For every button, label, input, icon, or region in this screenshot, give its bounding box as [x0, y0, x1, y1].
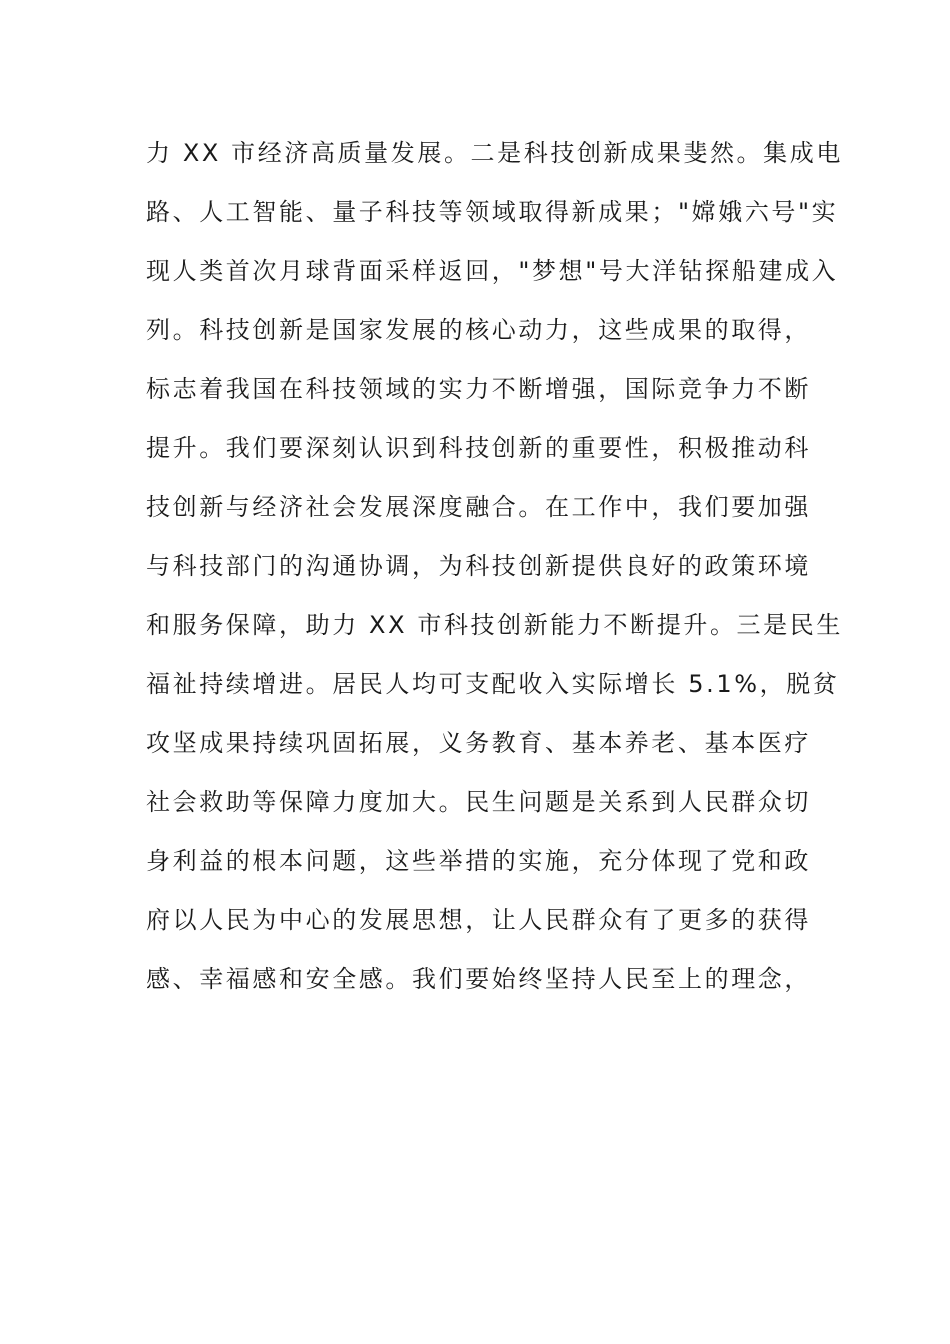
- text-line: 感、幸福感和安全感。我们要始终坚持人民至上的理念，: [146, 965, 811, 993]
- text-line: 技创新与经济社会发展深度融合。在工作中，我们要加强: [146, 493, 811, 521]
- text-line: 标志着我国在科技领域的实力不断增强，国际竞争力不断: [146, 375, 811, 403]
- text-line: 提升。我们要深刻认识到科技创新的重要性，积极推动科: [146, 434, 811, 462]
- text-line: 力 XX 市经济高质量发展。二是科技创新成果斐然。集成电: [146, 139, 843, 167]
- text-line: 福祉持续增进。居民人均可支配收入实际增长 5.1%，脱贫: [146, 670, 840, 698]
- text-line: 和服务保障，助力 XX 市科技创新能力不断提升。三是民生: [146, 611, 843, 639]
- text-line: 社会救助等保障力度加大。民生问题是关系到人民群众切: [146, 788, 811, 816]
- text-line: 路、人工智能、量子科技等领域取得新成果；"嫦娥六号"实: [146, 198, 839, 226]
- text-line: 现人类首次月球背面采样返回，"梦想"号大洋钻探船建成入: [146, 257, 839, 285]
- text-line: 攻坚成果持续巩固拓展，义务教育、基本养老、基本医疗: [146, 729, 811, 757]
- text-line: 身利益的根本问题，这些举措的实施，充分体现了党和政: [146, 847, 811, 875]
- body-paragraph: [146, 130, 843, 1015]
- text-line: 府以人民为中心的发展思想，让人民群众有了更多的获得: [146, 906, 811, 934]
- text-line: 列。科技创新是国家发展的核心动力，这些成果的取得，: [146, 316, 811, 344]
- text-line: 与科技部门的沟通协调，为科技创新提供良好的政策环境: [146, 552, 811, 580]
